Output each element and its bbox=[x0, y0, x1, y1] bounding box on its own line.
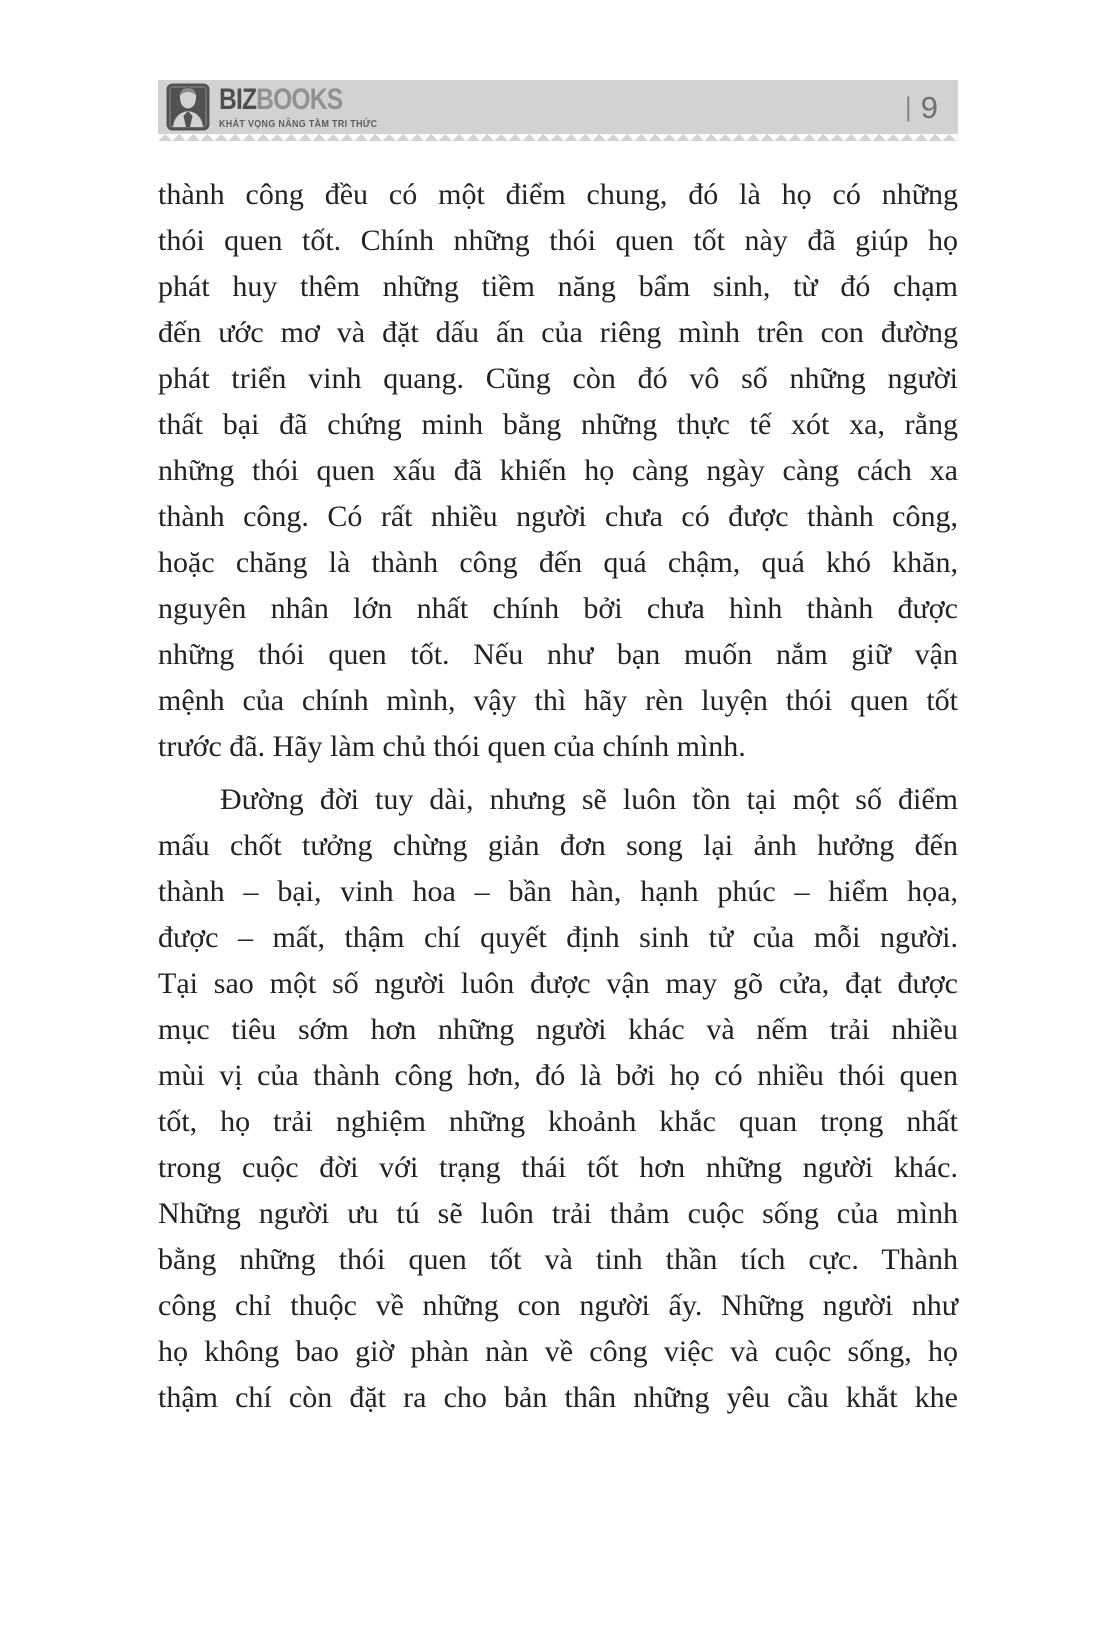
page-number bbox=[904, 89, 938, 125]
text-line: những thói quen xấu đã khiến họ càng ngày càng cách xa bbox=[158, 454, 958, 487]
paragraph-1 bbox=[158, 172, 958, 770]
text-line: họ không bao giờ phàn nàn về công việc và cuộc sống, họ bbox=[158, 1335, 958, 1368]
text-line: tốt, họ trải nghiệm những khoảnh khắc quan trọng nhất bbox=[158, 1105, 958, 1138]
publisher-logo bbox=[166, 83, 405, 131]
text-line: nguyên nhân lớn nhất chính bởi chưa hình thành được bbox=[158, 592, 958, 625]
text-line: những thói quen tốt. Nếu như bạn muốn nắm giữ vận bbox=[158, 638, 958, 671]
brand-books: BOOKS bbox=[256, 82, 343, 116]
text-line: phát huy thêm những tiềm năng bẩm sinh, từ đó chạm bbox=[158, 270, 958, 303]
text-line: Đường đời tuy dài, nhưng sẽ luôn tồn tại một số điểm bbox=[220, 783, 958, 816]
text-line: thành công. Có rất nhiều người chưa có được thành công, bbox=[158, 500, 958, 533]
text-line: Những người ưu tú sẽ luôn trải thảm cuộc sống của mình bbox=[158, 1197, 958, 1230]
text-line: bằng những thói quen tốt và tinh thần tích cực. Thành bbox=[158, 1243, 958, 1276]
text-line: được – mất, thậm chí quyết định sinh tử của mỗi người. bbox=[158, 921, 958, 954]
brand-name bbox=[219, 82, 372, 116]
body-text bbox=[158, 172, 958, 1421]
text-line: mục tiêu sớm hơn những người khác và nếm trải nhiều bbox=[158, 1013, 958, 1046]
text-line: trong cuộc đời với trạng thái tốt hơn những người khác. bbox=[158, 1151, 958, 1184]
logo-text bbox=[219, 82, 405, 130]
text-line: thói quen tốt. Chính những thói quen tốt này đã giúp họ bbox=[158, 224, 958, 257]
text-line: thành công đều có một điểm chung, đó là họ có những bbox=[158, 178, 958, 211]
text-line: Tại sao một số người luôn được vận may gõ cửa, đạt được bbox=[158, 967, 958, 1000]
text-line: hoặc chăng là thành công đến quá chậm, quá khó khăn, bbox=[158, 546, 958, 579]
text-line: công chỉ thuộc về những con người ấy. Những người như bbox=[158, 1289, 958, 1322]
page-number-value: 9 bbox=[920, 89, 938, 125]
paragraph-2 bbox=[158, 777, 958, 1421]
page-header bbox=[158, 80, 958, 134]
header-zigzag-edge bbox=[158, 134, 958, 141]
text-line: trước đã. Hãy làm chủ thói quen của chính mình. bbox=[158, 730, 746, 763]
text-line: mấu chốt tưởng chừng giản đơn song lại ảnh hưởng đến bbox=[158, 829, 958, 862]
page-number-separator: | bbox=[904, 91, 912, 122]
brand-tagline: KHÁT VỌNG NÂNG TẦM TRI THỨC bbox=[219, 117, 378, 130]
text-line: phát triển vinh quang. Cũng còn đó vô số những người bbox=[158, 362, 958, 395]
text-line: mùi vị của thành công hơn, đó là bởi họ có nhiều thói quen bbox=[158, 1059, 958, 1092]
text-line: đến ước mơ và đặt dấu ấn của riêng mình trên con đường bbox=[158, 316, 958, 349]
text-line: thất bại đã chứng minh bằng những thực tế xót xa, rằng bbox=[158, 408, 958, 441]
bizbooks-person-icon bbox=[166, 83, 210, 131]
text-line: thành – bại, vinh hoa – bần hàn, hạnh phúc – hiểm họa, bbox=[158, 875, 958, 908]
text-line: thậm chí còn đặt ra cho bản thân những yêu cầu khắt khe bbox=[158, 1381, 958, 1414]
text-line: mệnh của chính mình, vậy thì hãy rèn luyện thói quen tốt bbox=[158, 684, 958, 717]
brand-biz: BIZ bbox=[219, 82, 257, 116]
